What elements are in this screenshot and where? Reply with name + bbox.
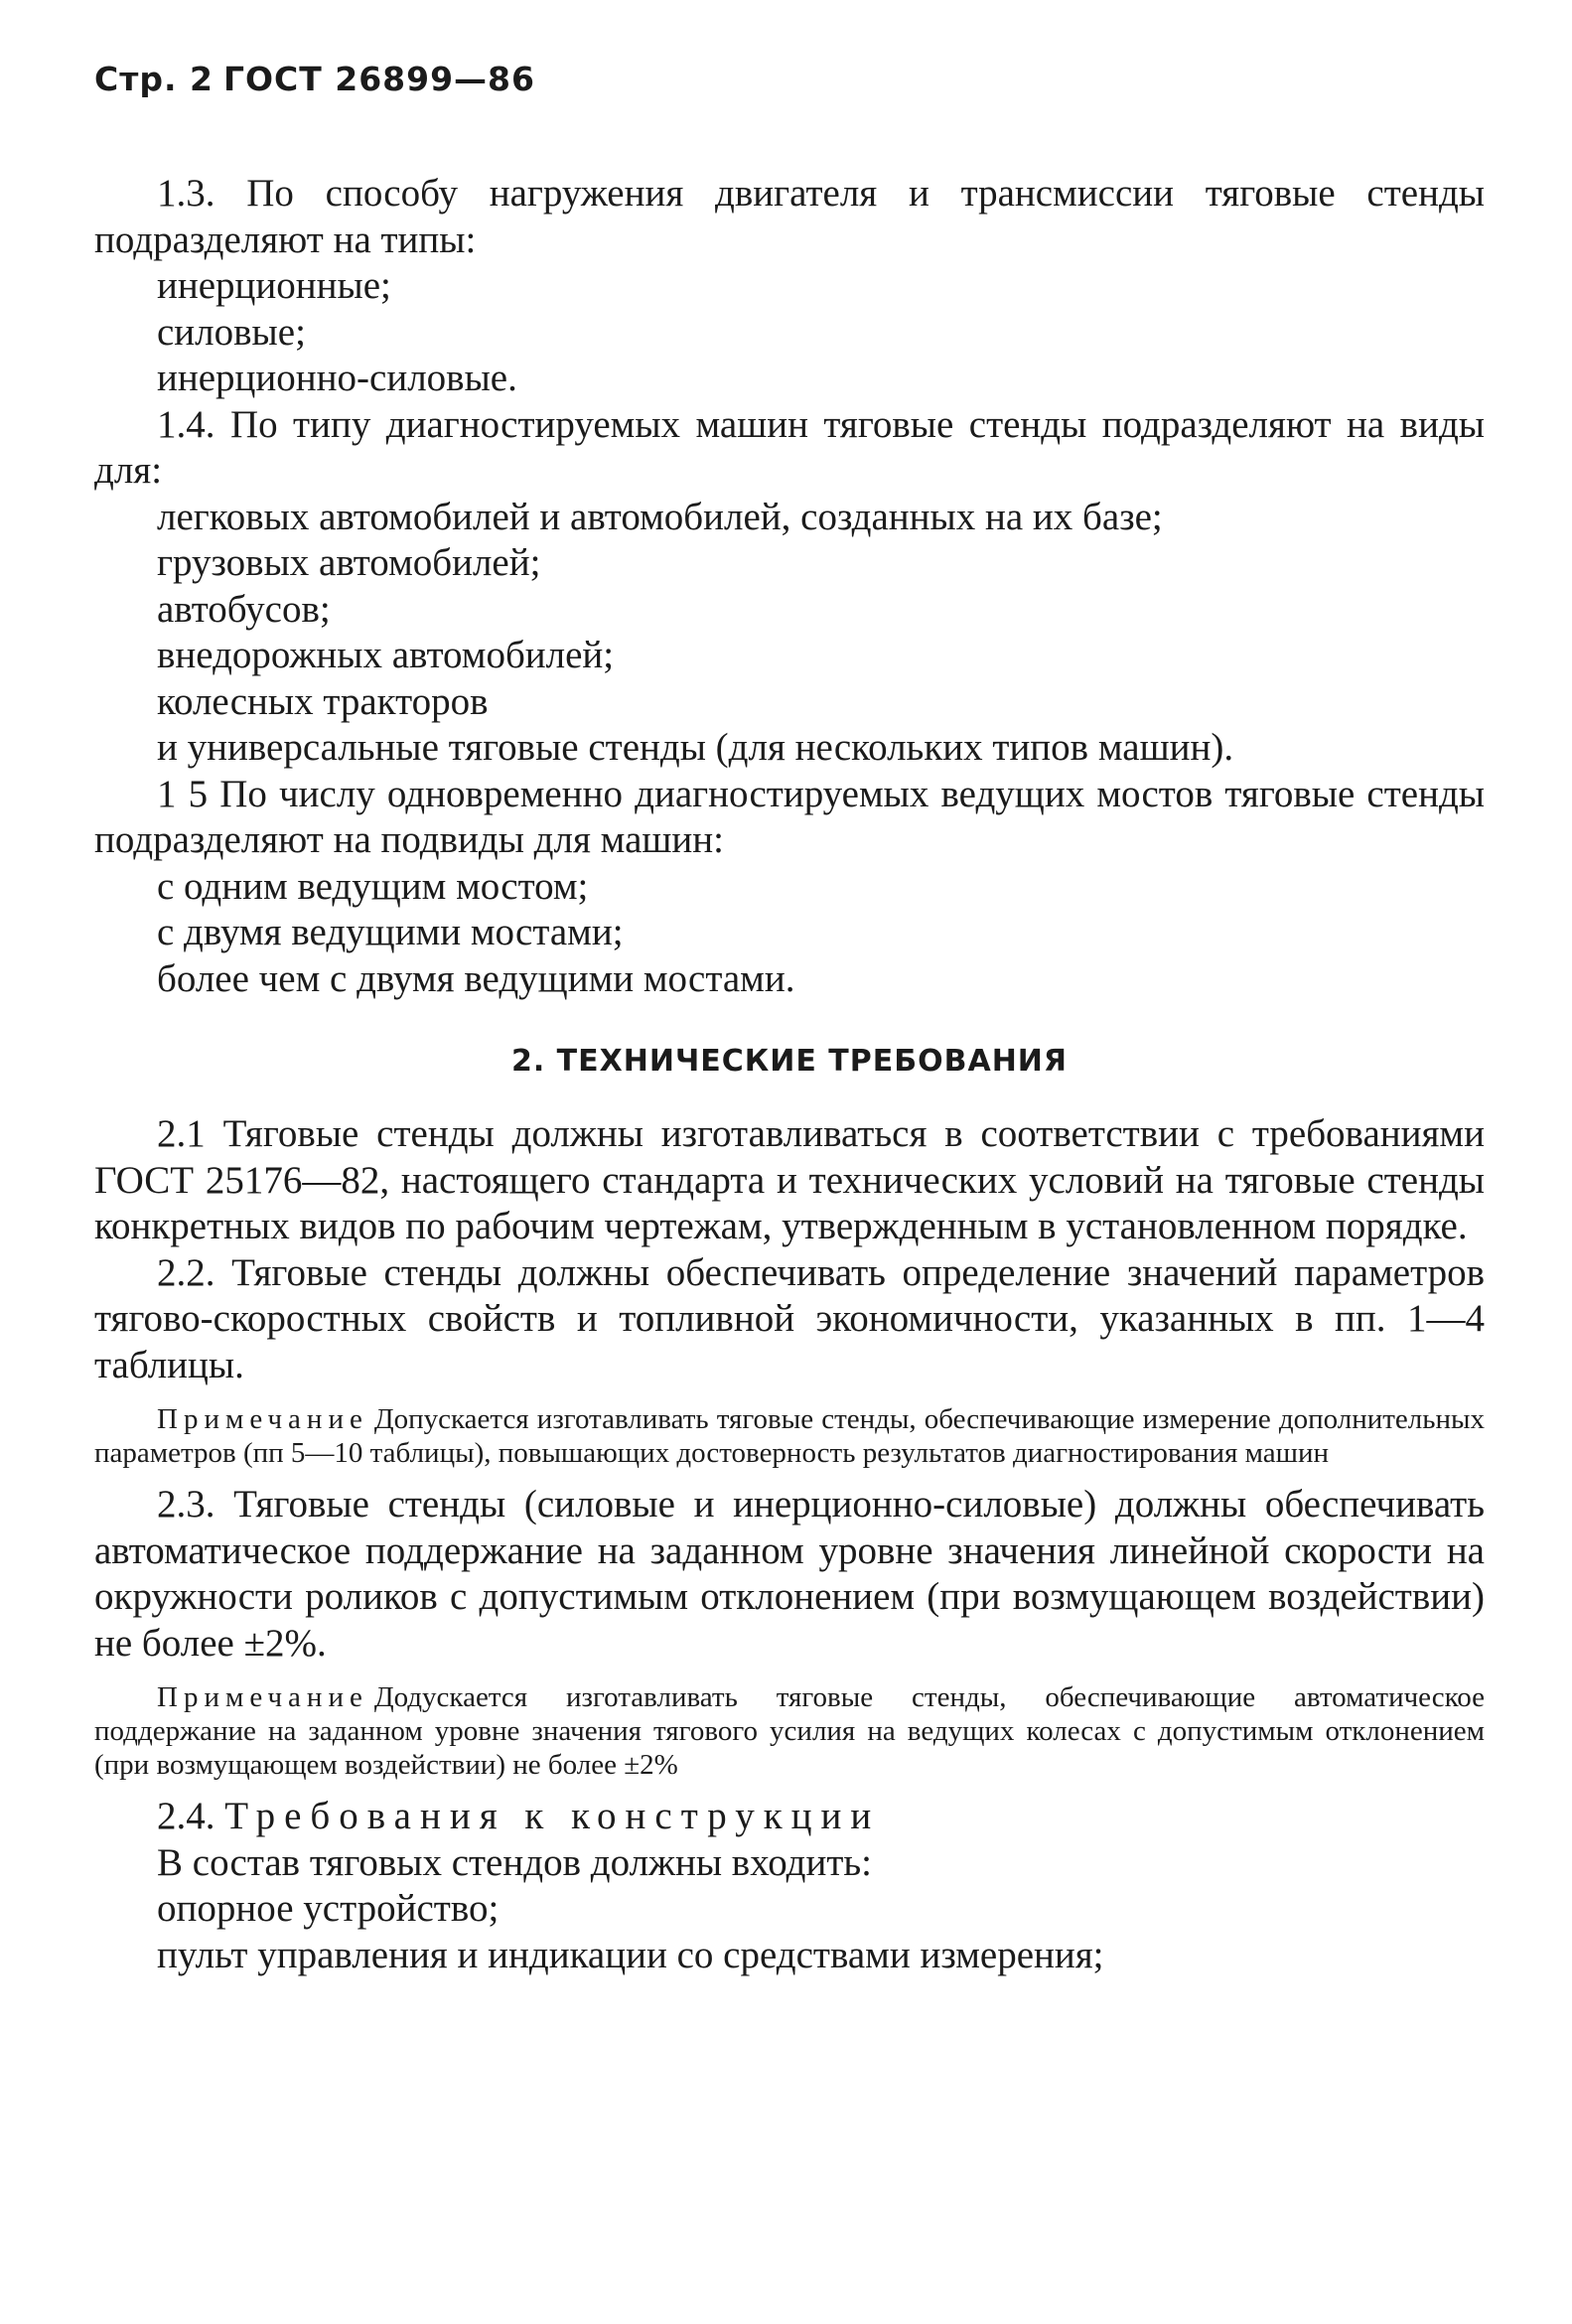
list-item: пульт управления и индикации со средствами измерения; [157,1933,1104,1976]
clause-2-2: 2.2. Тяговые стенды должны обеспечивать определение значений параметров тягово-скоростных свойств и топливной экономичности, указанных в пп. 1—4 таблицы. [94,1250,1485,1386]
clause-1-4-tail: и универсальные тяговые стенды (для нескольких типов машин). [157,726,1234,769]
page-header [94,60,535,98]
clause-1-3: 1.3. По способу нагружения двигателя и трансмиссии тяговые стенды подразделяют на типы: [94,172,1485,261]
list-item: инерционные; [157,264,391,307]
list-item: автобусов; [157,587,331,631]
list-item: колесных тракторов [157,679,489,723]
list-item: инерционно-силовые. [157,357,517,399]
clause-1-4: 1.4. По типу диагностируемых машин тяговые стенды подразделяют на виды для: [94,402,1485,492]
list-item: легковых автомобилей и автомобилей, созданных на их базе; [157,495,1163,538]
list-item: внедорожных автомобилей; [157,634,615,676]
note-2 [94,1680,1485,1782]
clause-2-4 [94,1794,1485,1840]
page-number: Стр. 2 [94,60,214,98]
clause-2-4-intro: В состав тяговых стендов должны входить: [157,1840,872,1884]
list-item: опорное устройство; [157,1887,500,1930]
note-label: Примечание [157,1403,368,1435]
clause-1-5: 1 5 По числу одновременно диагностируемых ведущих мостов тяговые стенды подразделяют на подвиды для машин: [94,772,1485,861]
list-item: с одним ведущим мостом; [157,864,589,908]
section-heading: 2. ТЕХНИЧЕСКИЕ ТРЕБОВАНИЯ [510,1044,1069,1079]
list-item: с двумя ведущими мостами; [157,911,624,953]
clause-2-1: 2.1 Тяговые стенды должны изготавливаться в соответствии с требованиями ГОСТ 25176—82, настоящего стандарта и технических условий на тяговые стенды конкретных видов по рабочим чертежам, утвержденным в установленном порядке. [94,1112,1485,1247]
list-item: грузовых автомобилей; [157,541,541,584]
clause-number: 2.4. [157,1795,215,1837]
list-item: силовые; [157,310,306,354]
clause-title: Требования к конструкции [224,1795,881,1837]
note-text: Додускается изготавливать тяговые стенды, обеспечивающие автоматическое поддержание на заданном уровне значения тягового усилия на ведущих колесах с допустимым отклонением (при возмущающем воздействии) не более ±2% [94,1681,1485,1781]
note-label: Примечание [157,1681,368,1713]
document-code: ГОСТ 26899—86 [222,60,535,98]
document-body [94,171,1485,1978]
clause-2-3: 2.3. Тяговые стенды (силовые и инерционно-силовые) должны обеспечивать автоматическое поддержание на заданном уровне значения линейной скорости на окружности роликов с допустимым отклонением (при возмущающем воздействии) не более ±2%. [94,1483,1485,1665]
note-1 [94,1402,1485,1470]
list-item: более чем с двумя ведущими мостами. [157,956,795,1000]
note-text: Допускается изготавливать тяговые стенды, обеспечивающие измерение дополнительных параметров (пп 5—10 таблицы), повышающих достоверность результатов диагностирования машин [94,1403,1485,1469]
